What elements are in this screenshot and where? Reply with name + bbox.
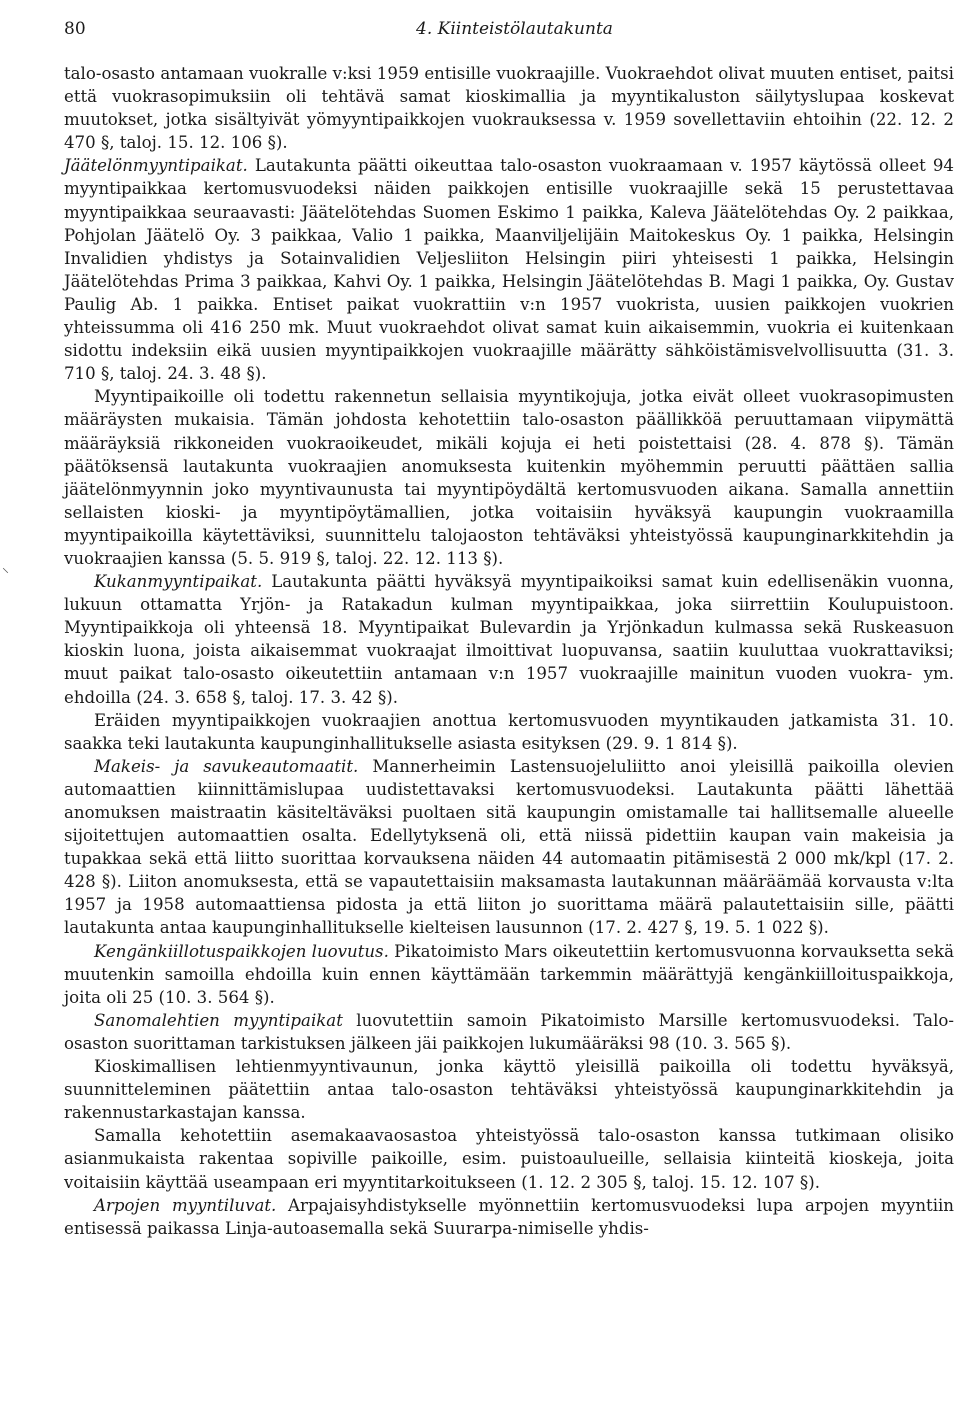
paragraph <box>64 940 954 1009</box>
page-header <box>64 14 960 44</box>
paragraph <box>64 1124 954 1193</box>
paragraph <box>64 755 954 940</box>
paragraph <box>64 570 954 709</box>
paragraph <box>64 1194 954 1240</box>
page-number: 80 <box>64 19 86 39</box>
section-heading: Jäätelönmyyntipaikat. <box>64 156 248 176</box>
paragraph-text: talo-osasto antamaan vuokralle v:ksi 1959 entisille vuokraajille. Vuokraehdot olivat muuten entiset, paitsi että vuokrasopimuksiin oli tehtävä samat kioskimallia ja myyntikaluston säilytyslupaa koskevat muutokset, jotka sisältyivät yömyyntipaikkojen vuokrauksessa v. 1959 sovellettaviin ehtoihin (22. 12. 2 470 §, taloj. 15. 12. 106 §). <box>64 64 954 153</box>
paragraph <box>64 62 954 154</box>
paragraph-text: Samalla kehotettiin asemakaavaosastoa yhteistyössä talo-osaston kanssa tutkimaan olisiko asianmukaista rakentaa sopiville paikoille, esim. puistoaulueille, sellaisia kiinteitä kioskeja, joita voitaisiin käyttää useampaan eri myyntitarkoitukseen (1. 12. 2 305 §, taloj. 15. 12. 107 §). <box>64 1126 954 1192</box>
paragraph-text: Mannerheimin Lastensuojeluliitto anoi yleisillä paikoilla olevien automaattien kiinnittämislupaa uudistettavaksi kertomusvuodeksi. Lautakunta päätti lähettää anomuksen maistraatin käsiteltäväksi puoltaen sitä kaupungin omistamalle tai hallitsemalle alueelle sijoitettujen automaattien osalta. Edellytyksenä oli, että niissä pidettiin kaupan vain makeisia ja tupakkaa sekä että liitto suorittaa korvauksena näiden 44 automaatin pitämisestä 2 000 mk/kpl (17. 2. 428 §). Liiton anomuksesta, että se vapautettaisiin maksamasta lautakunnan määräämää korvausta v:lta 1957 ja 1958 automaattiensa pidosta ja että liiton jo suorittama määrä palautettaisiin sille, päätti lautakunta antaa kaupunginhallitukselle kielteisen lausunnon (17. 2. 427 §, 19. 5. 1 022 §). <box>64 756 954 938</box>
section-heading: Sanomalehtien myyntipaikat <box>94 1010 343 1030</box>
paragraph-text: Arpajaisyhdistykselle myönnettiin kertomusvuodeksi lupa arpojen myyntiin entisessä paikassa Linja-autoasemalla sekä Suurarpa-nimiselle yhdis- <box>64 1195 954 1238</box>
paragraph-text: luovutettiin samoin Pikatoimisto Marsille kertomusvuodeksi. Talo-osaston suorittaman tarkistuksen jälkeen jäi paikkojen lukumääräksi 98 (10. 3. 565 §). <box>64 1010 954 1053</box>
body-text <box>64 62 954 1240</box>
paragraph <box>64 385 954 570</box>
paragraph-text: Kioskimallisen lehtienmyyntivaunun, jonka käyttö yleisillä paikoilla oli todettu hyväksyä, suunnitteleminen päätettiin antaa talo-osaston tehtäväksi yhteistyössä kaupunginarkkitehdin ja rakennustarkastajan kanssa. <box>64 1057 954 1123</box>
section-heading: Arpojen myyntiluvat. <box>94 1195 277 1215</box>
section-heading: Kukanmyyntipaikat. <box>94 572 263 592</box>
paragraph <box>64 709 954 755</box>
running-title: 4. Kiinteistölautakunta <box>416 19 613 39</box>
section-heading: Kengänkiillotuspaikkojen luovutus. <box>94 941 389 961</box>
paragraph-text: Pikatoimisto Mars oikeutettiin kertomusvuonna korvauksetta sekä muutenkin samoilla ehdoilla kuin ennen käyttämään tarkemmin määrättyjä kengänkiilloituspaikkoja, joita oli 25 (10. 3. 564 §). <box>64 941 954 1007</box>
paragraph-text: Myyntipaikoille oli todettu rakennetun sellaisia myyntikojuja, jotka eivät olleet vuokrasopimusten määräysten mukaisia. Tämän johdosta kehotettiin talo-osaston päällikköä peruuttamaan viipymättä määräyksiä rikkoneiden vuokraoikeudet, mikäli kojuja ei heti poistettaisi (28. 4. 878 §). Tämän päätöksensä lautakunta vuokraajien anomuksesta kuitenkin myöhemmin peruutti päättäen sallia jäätelönmyynnin joko myyntivaunusta tai myyntipöydältä kertomusvuoden aikana. Samalla annettiin sellaisten kioski- ja myyntipöytämallien, jotka voitaisiin hyväksyä kaupungin vuokraamilla myyntipaikoilla käytettäviksi, suunnittelu talojaoston tehtäväksi yhteistyössä kaupunginarkkitehdin ja vuokraajien kanssa (5. 5. 919 §, taloj. 22. 12. 113 §). <box>64 387 954 568</box>
paragraph-text: Lautakunta päätti hyväksyä myyntipaikoiksi samat kuin edellisenäkin vuonna, lukuun ottamatta Yrjön- ja Ratakadun kulman myyntipaikkaa, joka siirrettiin Koulupuistoon. Myyntipaikkoja oli yhteensä 18. Myyntipaikat Bulevardin ja Yrjönkadun kulmassa sekä Ruskeasuon kioskin luona, joista aikaisemmat vuokraajat ilmoittivat luopuvansa, saatiin kuuluttaa vuokrattaviksi; muut paikat talo-osasto oikeutettiin antamaan v:n 1957 vuokraajille mainitun vuoden vuokra- ym. ehdoilla (24. 3. 658 §, taloj. 17. 3. 42 §). <box>64 572 954 707</box>
paragraph-text: Lautakunta päätti oikeuttaa talo-osaston vuokraamaan v. 1957 käytössä olleet 94 myyntipaikkaa kertomusvuodeksi näiden paikkojen entisille vuokraajille sekä 15 perustettavaa myyntipaikkaa seuraavasti: Jäätelötehdas Suomen Eskimo 1 paikka, Kaleva Jäätelötehdas Oy. 2 paikkaa, Pohjolan Jäätelö Oy. 3 paikkaa, Valio 1 paikka, Maanviljelijäin Maitokeskus Oy. 1 paikka, Helsingin Invalidien yhdistys ja Sotainvalidien Veljesliiton Helsingin piiri yhteisesti 1 paikka, Helsingin Jäätelötehdas Prima 3 paikkaa, Kahvi Oy. 1 paikka, Helsingin Jäätelötehdas B. Magi 1 paikka, Oy. Gustav Paulig Ab. 1 paikka. Entiset paikat vuokrattiin v:n 1957 vuokrista, uusien paikkojen vuokrien yhteissumma oli 416 250 mk. Muut vuokraehdot olivat samat kuin aikaisemmin, vuokria ei kuitenkaan sidottu indeksiin eikä uusien myyntipaikkojen vuokraajille määrätty sähköistämisvelvollisuutta (31. 3. 710 §, taloj. 24. 3. 48 §). <box>64 156 954 384</box>
section-heading: Makeis- ja savukeautomaatit. <box>94 756 359 776</box>
paragraph <box>64 1055 954 1124</box>
paragraph <box>64 154 954 385</box>
paragraph-text: Eräiden myyntipaikkojen vuokraajien anottua kertomusvuoden myyntikauden jatkamista 31. 10. saakka teki lautakunta kaupunginhallitukselle asiasta esityksen (29. 9. 1 814 §). <box>64 710 954 753</box>
paragraph <box>64 1009 954 1055</box>
margin-mark: ⸜ <box>2 560 9 576</box>
